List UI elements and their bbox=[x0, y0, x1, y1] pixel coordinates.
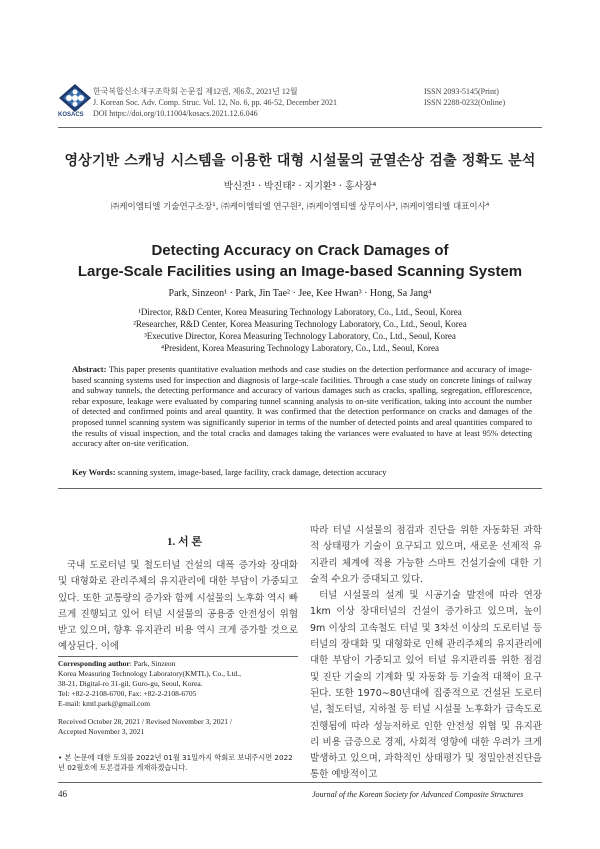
affiliation-3: ³Executive Director, Korea Measuring Technology Laboratory, Co., Ltd., Seoul, Korea bbox=[144, 331, 456, 341]
header-divider bbox=[58, 127, 542, 128]
right-column-text bbox=[310, 523, 542, 784]
left-column-text bbox=[58, 558, 298, 656]
section-title: 1. 서 론 bbox=[166, 536, 202, 548]
doi-link[interactable]: DOI https://doi.org/10.11004/kosacs.2021.12.6.046 bbox=[93, 109, 258, 118]
issn-block bbox=[424, 86, 505, 108]
journal-header bbox=[93, 86, 337, 119]
corresponding-name: : Park, Sinzeon bbox=[129, 659, 176, 668]
korean-title: 영상기반 스캐닝 시스템을 이용한 대형 시설물의 균열손상 검출 정확도 분석 bbox=[64, 153, 536, 169]
corresponding-line-1: Korea Measuring Technology Laboratory(KMTL), Co., Ltd., bbox=[58, 669, 242, 678]
korean-affiliations: ㈜케이엠티엘 기술연구소장¹, ㈜케이엠티엘 연구원², ㈜케이엠티엘 상무이사³, ㈜케이엠티엘 대표이사⁴ bbox=[110, 202, 490, 212]
english-title bbox=[0, 240, 600, 282]
affiliation-1: ¹Director, R&D Center, Korea Measuring Technology Laboratory, Co., Ltd., Seoul, Korea bbox=[138, 307, 462, 317]
received-dates bbox=[58, 717, 298, 737]
keywords bbox=[72, 467, 532, 477]
received-line-1: Received October 28, 2021 / Revised November 3, 2021 / bbox=[58, 717, 232, 726]
english-title-line2: Large-Scale Facilities using an Image-based Scanning System bbox=[77, 263, 523, 280]
abstract-divider bbox=[58, 488, 542, 489]
footer-journal-name: Journal of the Korean Society for Advanced Composite Structures bbox=[312, 790, 524, 799]
abstract-label: Abstract: bbox=[72, 364, 107, 374]
affiliation-2: ²Researcher, R&D Center, Korea Measuring Technology Laboratory, Co., Ltd., Seoul, Korea bbox=[133, 319, 467, 329]
corresponding-line-3: Tel: +82-2-2108-6700, Fax: +82-2-2108-6705 bbox=[58, 689, 197, 698]
corresponding-line-2: 38-21, Digital-ro 31-gil, Guro-gu, Seoul, Korea. bbox=[58, 679, 203, 688]
left-paragraph: 국내 도로터널 및 철도터널 건설의 대폭 증가와 장대화 및 대형화로 관리주체의 유지관리에 대한 부담이 가중되고 있다. 또한 교통량의 증가와 함께 시설물의 노후화 역시 빠르게 진행되고 있어 터널 시설물의 공용중 안전성이 위협받고 있으며, 향후 유지관리 비용 역시 크게 증가할 것으로 예상된다. 이에 bbox=[58, 560, 298, 653]
english-affiliations bbox=[0, 306, 600, 354]
page-number: 46 bbox=[58, 789, 67, 799]
right-paragraph-1: 따라 터널 시설물의 점검과 진단을 위한 자동화된 과학적 상태평가 기술이 요구되고 있으며, 새로운 선제적 유지관리 체계에 적용 가능한 스마트 건설기술에 대한 기술적 수요가 증대되고 있다. bbox=[310, 525, 542, 585]
english-authors: Park, Sinzeon¹ · Park, Jin Tae² · Jee, Kee Hwan³ · Hong, Sa Jang⁴ bbox=[168, 288, 432, 299]
abstract bbox=[72, 364, 532, 449]
issn-online: ISSN 2288-0232(Online) bbox=[424, 98, 506, 107]
english-title-line1: Detecting Accuracy on Crack Damages of bbox=[151, 242, 449, 259]
journal-english: J. Korean Soc. Adv. Comp. Struc. Vol. 12, No. 6, pp. 46-52, December 2021 bbox=[93, 98, 338, 107]
footer-divider bbox=[58, 782, 542, 783]
keywords-text: scanning system, image-based, large facility, crack damage, detection accuracy bbox=[117, 467, 387, 477]
corresponding-divider bbox=[58, 656, 298, 657]
journal-korean: 한국복합신소재구조학회 논문집 제12권, 제6호, 2021년 12월 bbox=[93, 87, 298, 96]
affiliation-4: ⁴President, Korea Measuring Technology Laboratory, Co., Ltd., Seoul, Korea bbox=[161, 343, 439, 353]
corresponding-author bbox=[58, 659, 298, 709]
received-line-2: Accepted November 3, 2021 bbox=[58, 727, 145, 736]
corresponding-email: E-mail: kmtl.park@gmail.com bbox=[58, 699, 151, 708]
issn-print: ISSN 2093-5145(Print) bbox=[424, 87, 499, 96]
corresponding-label: Corresponding author bbox=[58, 659, 130, 668]
abstract-text: This paper presents quantitative evaluation methods and case studies on the detection performance and accuracy of image-based scanning systems used for inspection and diagnosis of large-scale facilities. Through a case study on concrete linings of railway and subway tunnels, the detecting performance and accuracy of various damages such as cracks, spalling, segregation, efflorescence, rebar exposure, leakage were evaluated by comparing tunnel scanning analysis to on-site verification, taking into account the number of detected and confirmed points and areal quantity. It was confirmed that the detection performance on cracks and damages of the proposed tunnel scanning system was significantly superior in terms of the number of detected points and areal quantities compared to the results of visual inspection, and the total cracks and damages taking the variances were evaluated to have at least 95% detecting accuracy after on-site verification. bbox=[72, 364, 532, 449]
korean-authors: 박신전¹ · 박진태² · 지기환³ · 홍사장⁴ bbox=[223, 181, 377, 192]
right-paragraph-2: 터널 시설물의 설계 및 시공기술 발전에 따라 연장 1km 이상 장대터널의 건설이 증가하고 있으며, 높이 9m 이상의 고속철도 터널 및 3차선 이상의 도로터널 등 터널의 장대화 및 대형화로 인해 관리주체의 유지관리에 대한 부담이 가중되고 있어 터널 유지관리를 위한 점검 및 진단 기술의 기계화 및 자동화 등 기술적 대책이 요구된다. 또한 1970∼80년대에 집중적으로 건설된 도로터널, 철도터널, 지하철 등 터널 시설물 노후화가 급속도로 진행됨에 따라 성능저하로 인한 안전성 위협 및 유지관리 비용 급증으로 경제, 사회적 영향에 대한 우려가 크게 발생하고 있으며, 과학적인 상태평가 및 정밀안전진단을 통한 예방적이고 bbox=[310, 590, 542, 781]
keywords-label: Key Words: bbox=[72, 467, 116, 477]
discussion-footnote: • 본 논문에 대한 토의를 2022년 01월 31일까지 학회로 보내주시면 2022년 02월호에 토론결과를 게재하겠습니다. bbox=[58, 753, 293, 772]
logo-text: KOSACS bbox=[58, 112, 84, 118]
